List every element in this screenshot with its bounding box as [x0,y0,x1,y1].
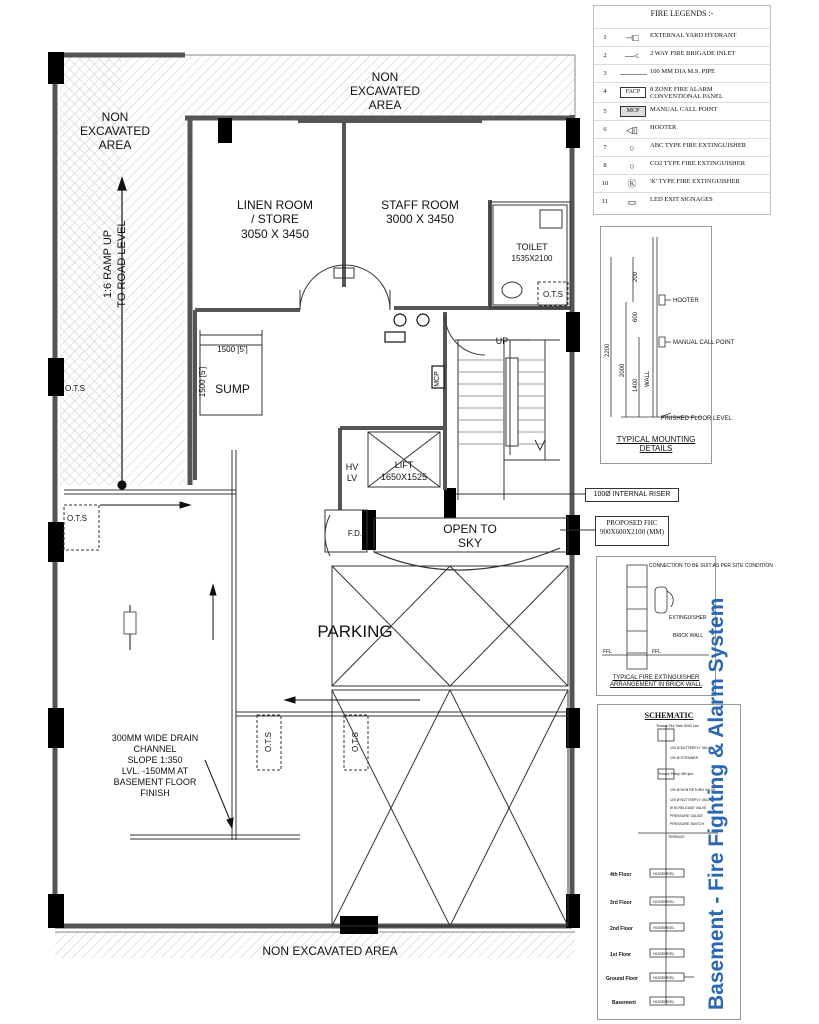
ext-ffl-right: FFL [652,649,661,655]
legend-no: 10 [601,180,609,187]
schem-hosereel-3: HOSEREEL [653,899,675,904]
schem-terrace: TERRACE [668,835,685,839]
mcp-tag: MCP [434,371,441,387]
legend-row [594,102,770,121]
open-to-sky-label: OPEN TO SKY [443,522,497,550]
schem-note-switch: PRESSURE SWITCH [670,822,705,826]
mounting-detail-drawing [601,227,735,463]
co2-extinguisher-icon: ○ [629,161,635,171]
legend-no: 3 [603,70,607,77]
schem-hosereel-g: HOSEREEL [653,975,675,980]
ramp-label: 1:6 RAMP UP TO ROAD LEVEL [102,220,128,308]
k-extinguisher-icon: Ⓚ [627,179,637,189]
legend-text: HOOTER [650,124,677,131]
toilet-name: TOILET [516,242,548,252]
schem-note-bfv1: 100 Ø BUTTERFLY VALVE [670,746,713,750]
drain-note: 300MM WIDE DRAIN CHANNEL SLOPE 1:350 LVL. -150MM AT BASEMENT FLOOR FINISH [111,733,199,798]
hooter-icon: ◁▯ [626,125,638,135]
legend-text: 'K' TYPE FIRE EXTINGUISHER [650,178,740,185]
legend-row [594,64,770,83]
manual-call-point-icon: MCP [620,106,646,117]
dim-2200: 2200 [605,343,611,357]
schem-hosereel-b: HOSEREEL [653,999,675,1004]
fire-legend [593,5,771,215]
dim-1400: 1400 [633,378,639,392]
non-excavated-left-label: NON EXCAVATED AREA [79,110,150,152]
staff-room-size: 3000 X 3450 [385,212,455,226]
ots-label-3: O.T.S [264,732,273,753]
mounting-ffl-label: FINISHED FLOOR LEVEL [661,416,732,422]
mounting-wall-label: WALL [645,370,651,387]
legend-row [594,174,770,193]
ext-top-note: CONNECTION TO BE SUIT AS PER SITE CONDITION [649,563,773,569]
yard-hydrant-icon: ⊣□ [625,33,639,43]
linen-room-name: LINEN ROOM / STORE [236,198,313,226]
legend-row [594,28,770,47]
lift-size: 1650X1525 [380,472,428,482]
legend-no: 7 [603,144,607,151]
alarm-panel-icon: FACP [620,87,646,98]
legend-row [594,46,770,65]
schem-floor-basement: Basement [612,1000,636,1006]
schem-note-tank: Terrace Fire Tank 5000 Ltrs. [656,724,700,728]
schem-hosereel-2: HOSEREEL [653,925,675,930]
schem-floor-3: 3rd Floor [610,900,632,906]
legend-no: 1 [603,34,607,41]
legend-row [594,156,770,175]
legend-row [594,82,770,103]
legend-text: ABC TYPE FIRE EXTINGUISHER [650,142,747,149]
schem-floor-4: 4th Floor [610,872,632,878]
dim-2000: 2000 [620,363,626,377]
extinguisher-detail [596,556,773,696]
schem-floor-ground: Ground Floor [606,976,638,982]
schem-floor-1: 1st Floor [610,952,632,958]
legend-text: MANUAL CALL POINT [650,106,718,113]
schem-note-release: Ø 50 RELEASE VALVE [670,806,707,810]
legend-no: 2 [603,52,607,59]
extinguisher-detail-title: TYPICAL FIRE EXTINGUISHER ARRANGEMENT IN BRICK WALL [609,675,702,688]
ots-label-5: O.T.S [542,290,563,299]
schem-note-bfv2: 100 Ø BUTTERFLY VALVE [670,798,713,802]
legend-text: EXTERNAL YARD HYDRANT [650,32,737,39]
fhc-tag: PROPOSED FHC 900X600X2100 (MM) [595,516,669,546]
legend-no: 11 [601,198,609,205]
pipe-line-icon: ——— [620,69,647,79]
schem-note-gauge: PRESSURE GAUGE [670,814,703,818]
staff-room-name: STAFF ROOM [381,198,459,212]
hv-lv-label: HV LV [345,462,359,483]
mounting-mcp-label: MANUAL CALL POINT [673,340,735,346]
schem-note-strainer: 100 Ø STRAINER [670,756,699,760]
sump-name: SUMP [215,382,250,396]
schem-note-pump: Terrace Pump 450 lpm [658,772,694,776]
schem-hosereel-4: HOSEREEL [653,871,675,876]
legend-no: 6 [603,126,607,133]
legend-no: 5 [603,108,607,115]
legend-text: 100 MM DIA M.S. PIPE [650,68,716,75]
legend-text: LED EXIT SIGNAGES [650,196,713,203]
parking-label: PARKING [317,622,393,641]
lift-name: LIFT [394,460,414,470]
dim-200: 200 [633,271,639,282]
toilet-size: 1535X2100 [511,254,553,263]
legend-row [594,192,770,211]
legend-title: FIRE LEGENDS :- [650,9,714,18]
legend-row [594,120,770,139]
fd-label: F.D. [347,529,363,538]
legend-no: 4 [603,88,607,95]
legend-row [594,138,770,157]
ext-label: EXTINGUISHER [669,615,707,621]
stair-up-label: UP [495,336,509,346]
legend-text: 8 ZONE FIRE ALARM CONVENTIONAL PANEL [650,86,724,100]
riser-tag: 100Ø INTERNAL RISER [585,488,679,502]
exit-signage-icon: ▭ [627,197,637,207]
ots-label-2: O.T.S [66,514,87,523]
schem-hosereel-1: HOSEREEL [653,951,675,956]
mounting-hooter-label: HOOTER [673,298,699,304]
brigade-inlet-icon: —< [624,51,640,61]
mounting-detail [600,226,735,464]
drawing-title: Basement - Fire Fighting & Alarm System [705,597,728,1010]
non-excavated-bottom-label: NON EXCAVATED AREA [262,944,398,958]
schematic-title: SCHEMATIC [644,711,694,720]
ots-label-1: O.T.S [64,384,85,393]
sump-dim-h: 1500 [5'] [217,345,248,354]
legend-no: 8 [603,162,607,169]
legend-text: 2 WAY FIRE BRIGADE INLET [650,50,736,57]
ext-ffl-left: FFL [603,649,612,655]
mounting-detail-title: TYPICAL MOUNTING DETAILS [616,435,696,453]
abc-extinguisher-icon: ○ [629,143,635,153]
schem-note-nrv: 100 Ø NON RETURN VALVE [670,788,716,792]
linen-room-size: 3050 X 3450 [240,227,310,241]
non-excavated-top-label: NON EXCAVATED AREA [349,70,420,112]
legend-text: CO2 TYPE FIRE EXTINGUISHER [650,160,746,167]
ots-label-4: O.T.S [351,732,360,753]
schem-floor-2: 2nd Floor [610,926,633,932]
dim-600: 600 [633,311,639,322]
sump-dim-v: 1500 [5'] [198,366,207,398]
ext-brick-wall: BRICK WALL [673,633,704,639]
